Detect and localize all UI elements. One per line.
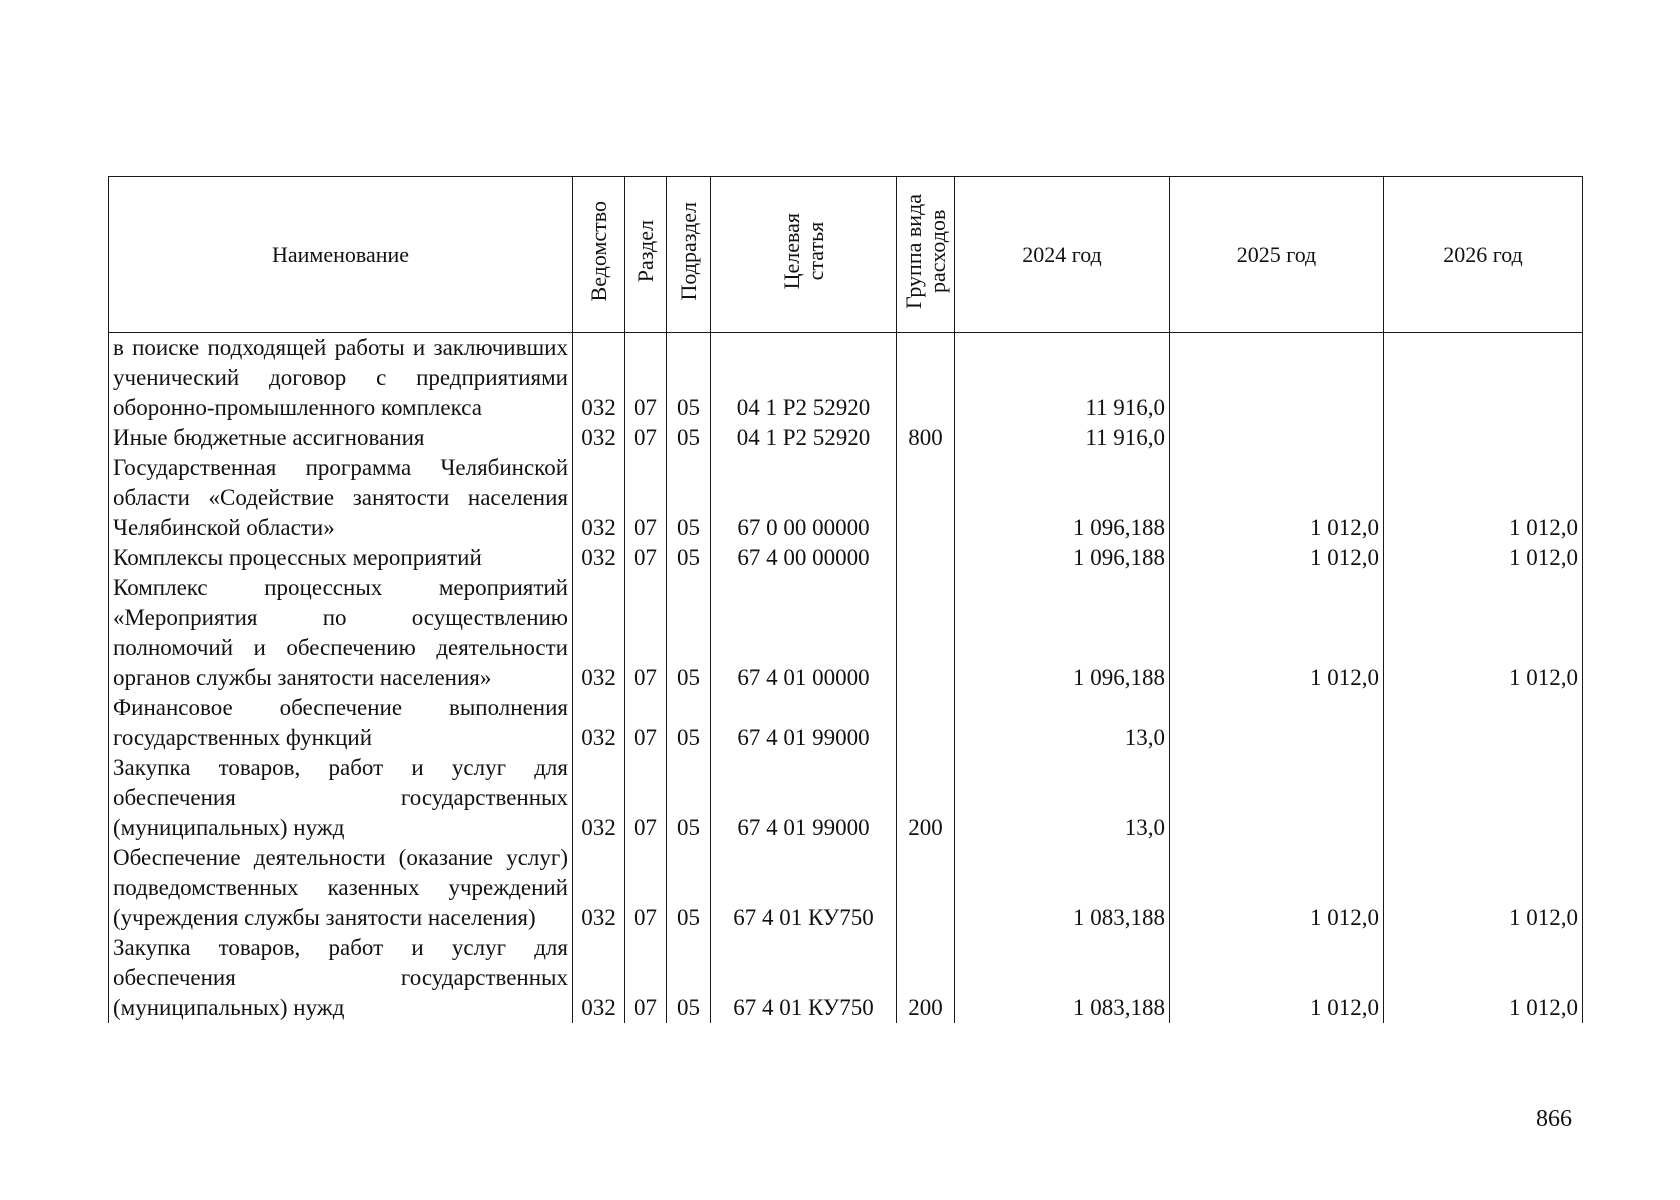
row-2025: 1 012,0 <box>1170 543 1384 573</box>
row-2024: 11 916,0 <box>955 333 1170 424</box>
row-vedomstvo: 032 <box>573 453 625 543</box>
row-name: Финансовое обеспечение выполнения государственных функций <box>109 693 573 753</box>
row-podrazdel: 05 <box>667 933 711 1023</box>
row-podrazdel: 05 <box>667 573 711 693</box>
table-header-row <box>109 177 1583 333</box>
row-podrazdel: 05 <box>667 693 711 753</box>
row-2024: 1 096,188 <box>955 453 1170 543</box>
row-celevaya: 04 1 Р2 52920 <box>711 423 897 453</box>
row-gruppa: 200 <box>897 933 955 1023</box>
table-row <box>109 843 1583 933</box>
row-2025: 1 012,0 <box>1170 573 1384 693</box>
row-gruppa <box>897 333 955 424</box>
row-2026: 1 012,0 <box>1384 933 1583 1023</box>
row-2026: 1 012,0 <box>1384 573 1583 693</box>
row-razdel: 07 <box>625 753 667 843</box>
table-row <box>109 753 1583 843</box>
row-vedomstvo: 032 <box>573 573 625 693</box>
header-gruppa: Группа вида расходов <box>900 194 950 309</box>
row-2026 <box>1384 423 1583 453</box>
row-2024: 1 083,188 <box>955 843 1170 933</box>
row-celevaya: 67 4 00 00000 <box>711 543 897 573</box>
row-2025 <box>1170 753 1384 843</box>
row-2024: 1 083,188 <box>955 933 1170 1023</box>
row-razdel: 07 <box>625 933 667 1023</box>
row-podrazdel: 05 <box>667 423 711 453</box>
row-vedomstvo: 032 <box>573 753 625 843</box>
row-2024: 11 916,0 <box>955 423 1170 453</box>
header-gruppa-cell <box>897 177 955 333</box>
row-vedomstvo: 032 <box>573 543 625 573</box>
row-vedomstvo: 032 <box>573 693 625 753</box>
header-vedomstvo-cell <box>573 177 625 333</box>
header-vedomstvo: Ведомство <box>585 201 611 302</box>
row-gruppa <box>897 693 955 753</box>
table-row <box>109 933 1583 1023</box>
header-celevaya-cell <box>711 177 897 333</box>
row-name: в поиске подходящей работы и заключивших ученический договор с предприятиями оборонно-промышленного комплекса <box>109 333 573 424</box>
row-2024: 13,0 <box>955 693 1170 753</box>
row-celevaya: 67 4 01 00000 <box>711 573 897 693</box>
row-podrazdel: 05 <box>667 453 711 543</box>
page-number: 866 <box>1536 1106 1572 1132</box>
row-podrazdel: 05 <box>667 543 711 573</box>
header-name: Наименование <box>109 177 573 333</box>
row-razdel: 07 <box>625 543 667 573</box>
row-podrazdel: 05 <box>667 843 711 933</box>
header-celevaya: Целевая статья <box>778 213 828 290</box>
row-podrazdel: 05 <box>667 333 711 424</box>
row-vedomstvo: 032 <box>573 933 625 1023</box>
row-2025: 1 012,0 <box>1170 933 1384 1023</box>
row-celevaya: 67 0 00 00000 <box>711 453 897 543</box>
row-celevaya: 67 4 01 99000 <box>711 753 897 843</box>
row-name: Государственная программа Челябинской области «Содействие занятости населения Челябинской области» <box>109 453 573 543</box>
row-razdel: 07 <box>625 573 667 693</box>
header-razdel-cell <box>625 177 667 333</box>
budget-sheet <box>108 176 1582 1023</box>
table-row <box>109 453 1583 543</box>
row-2024: 1 096,188 <box>955 573 1170 693</box>
row-2024: 13,0 <box>955 753 1170 843</box>
row-2026: 1 012,0 <box>1384 453 1583 543</box>
header-2024: 2024 год <box>955 177 1170 333</box>
row-2025: 1 012,0 <box>1170 843 1384 933</box>
row-gruppa: 800 <box>897 423 955 453</box>
row-2025 <box>1170 333 1384 424</box>
row-2025 <box>1170 693 1384 753</box>
row-2026 <box>1384 693 1583 753</box>
row-2026 <box>1384 333 1583 424</box>
row-2024: 1 096,188 <box>955 543 1170 573</box>
header-razdel: Раздел <box>632 220 658 283</box>
row-name: Закупка товаров, работ и услуг для обеспечения государственных (муниципальных) нужд <box>109 933 573 1023</box>
row-name: Иные бюджетные ассигнования <box>109 423 573 453</box>
row-name: Комплексы процессных мероприятий <box>109 543 573 573</box>
header-2025: 2025 год <box>1170 177 1384 333</box>
row-razdel: 07 <box>625 333 667 424</box>
table-row <box>109 693 1583 753</box>
table-row <box>109 543 1583 573</box>
row-gruppa <box>897 543 955 573</box>
row-podrazdel: 05 <box>667 753 711 843</box>
table-row <box>109 333 1583 424</box>
row-razdel: 07 <box>625 453 667 543</box>
row-name: Закупка товаров, работ и услуг для обеспечения государственных (муниципальных) нужд <box>109 753 573 843</box>
row-celevaya: 67 4 01 КУ750 <box>711 933 897 1023</box>
table-row <box>109 573 1583 693</box>
row-celevaya: 67 4 01 КУ750 <box>711 843 897 933</box>
row-2026: 1 012,0 <box>1384 543 1583 573</box>
header-podrazdel-cell <box>667 177 711 333</box>
header-2026: 2026 год <box>1384 177 1583 333</box>
row-celevaya: 67 4 01 99000 <box>711 693 897 753</box>
row-vedomstvo: 032 <box>573 423 625 453</box>
row-razdel: 07 <box>625 693 667 753</box>
row-gruppa: 200 <box>897 753 955 843</box>
row-gruppa <box>897 453 955 543</box>
row-2025: 1 012,0 <box>1170 453 1384 543</box>
row-razdel: 07 <box>625 423 667 453</box>
budget-table <box>108 176 1583 1023</box>
header-podrazdel: Подраздел <box>675 202 701 301</box>
row-razdel: 07 <box>625 843 667 933</box>
row-celevaya: 04 1 Р2 52920 <box>711 333 897 424</box>
row-2026 <box>1384 753 1583 843</box>
row-2025 <box>1170 423 1384 453</box>
row-gruppa <box>897 843 955 933</box>
row-vedomstvo: 032 <box>573 333 625 424</box>
row-name: Комплекс процессных мероприятий «Мероприятия по осуществлению полномочий и обеспечению деятельности органов службы занятости населения» <box>109 573 573 693</box>
row-name: Обеспечение деятельности (оказание услуг) подведомственных казенных учреждений (учреждения службы занятости населения) <box>109 843 573 933</box>
row-vedomstvo: 032 <box>573 843 625 933</box>
table-row <box>109 423 1583 453</box>
row-gruppa <box>897 573 955 693</box>
row-2026: 1 012,0 <box>1384 843 1583 933</box>
